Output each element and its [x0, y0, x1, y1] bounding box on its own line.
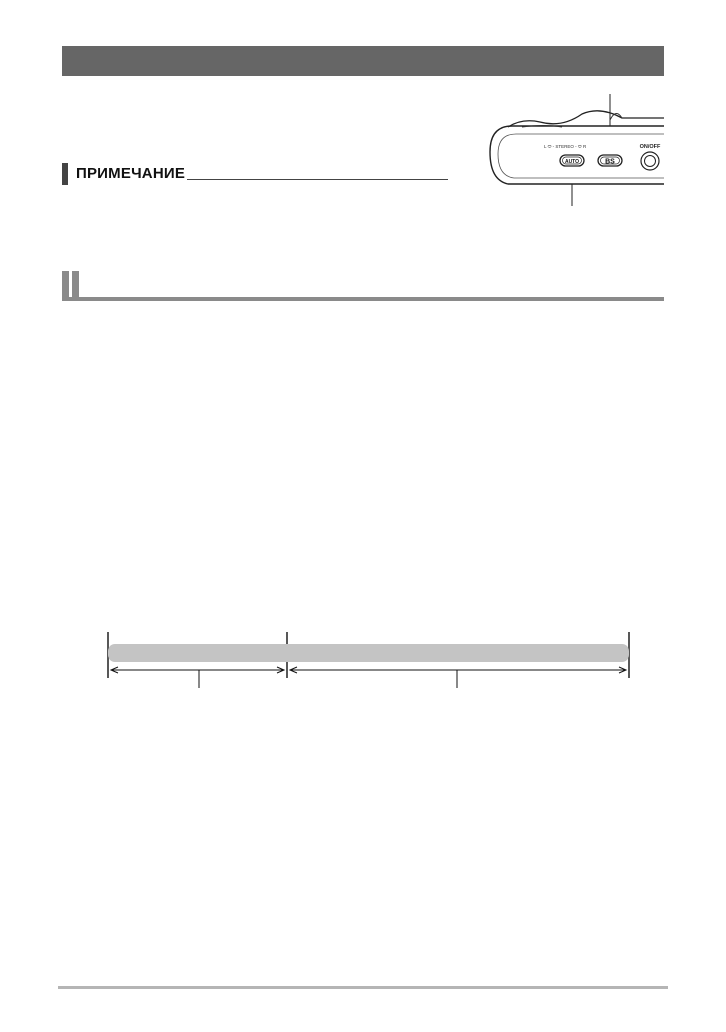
auto-button-label: AUTO: [564, 158, 580, 165]
note-marker-bar: [62, 163, 68, 185]
bs-button[interactable]: [598, 155, 622, 166]
camera-top-illustration: [482, 94, 664, 206]
page-header-bar: [62, 46, 664, 76]
section-rule: [62, 297, 664, 301]
timeline-bar: [108, 644, 629, 662]
auto-button[interactable]: [560, 155, 584, 166]
footer-rule: [58, 986, 668, 989]
bs-button-label: BS: [605, 158, 615, 166]
lens-ridge: [508, 111, 664, 127]
section-heading-bar: [62, 271, 664, 303]
stereo-label: L ⬭ - STEREO - ⬭ R: [544, 144, 587, 149]
note-heading: [62, 163, 448, 185]
power-button[interactable]: [641, 152, 659, 170]
note-title: ПРИМЕЧАНИЕ: [76, 165, 186, 182]
power-label: ON/OFF: [639, 144, 661, 150]
timeline-diagram: [100, 628, 640, 692]
note-rule: [187, 179, 448, 180]
